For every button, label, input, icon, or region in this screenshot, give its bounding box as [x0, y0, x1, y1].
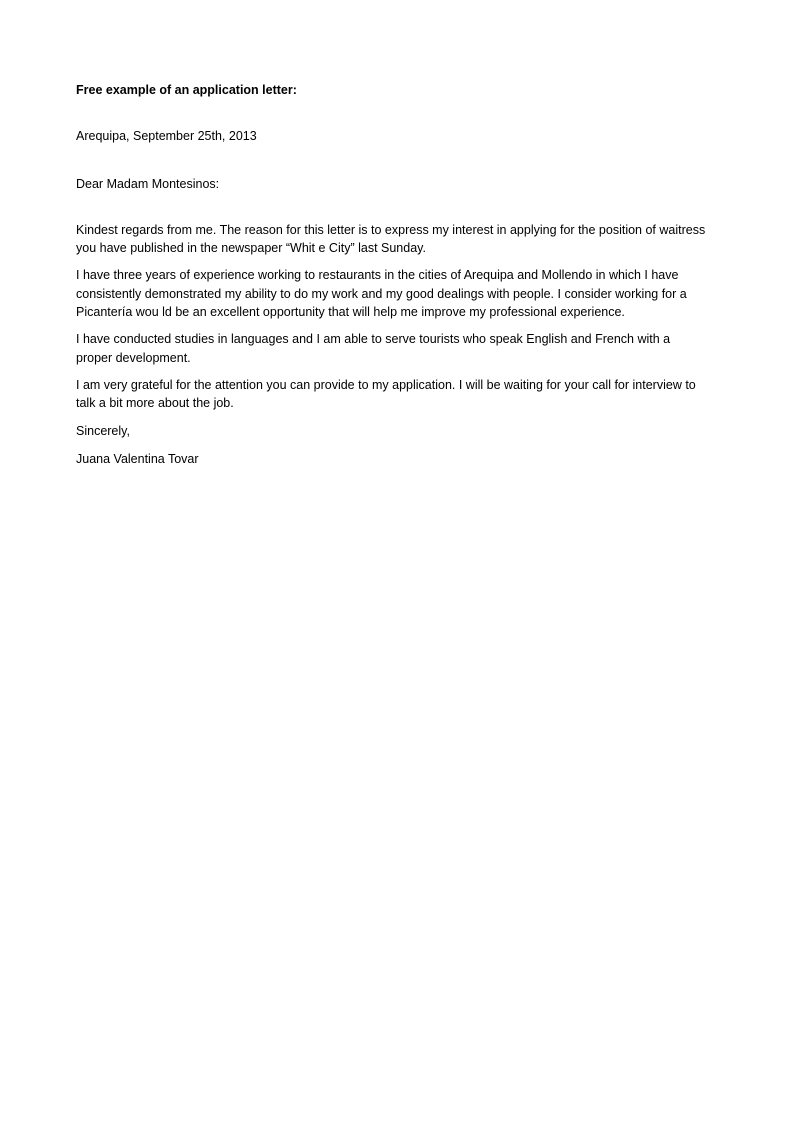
- letter-greeting: Dear Madam Montesinos:: [76, 176, 220, 191]
- paragraph-languages: I have conducted studies in languages and I am able to serve tourists who speak English and French with a proper development.: [76, 332, 671, 365]
- document-title: Free example of an application letter:: [76, 83, 297, 97]
- letter-signature: Juana Valentina Tovar: [76, 451, 199, 466]
- paragraph-experience: I have three years of experience working to restaurants in the cities of Arequipa and Mollendo in which I have consistently demonstrated my ability to do my work and my good dealings with people. I consider working for a Picantería wou ld be an excellent opportunity that will help me improve my professional experience.: [76, 268, 687, 320]
- letter-closing: Sincerely,: [76, 423, 130, 438]
- letter-date: Arequipa, September 25th, 2013: [76, 129, 257, 144]
- paragraph-introduction: Kindest regards from me. The reason for this letter is to express my interest in applying for the position of waitress you have published in the newspaper “Whit e City” last Sunday.: [76, 222, 706, 256]
- paragraph-gratitude: I am very grateful for the attention you can provide to my application. I will be waiting for your call for interview to talk a bit more about the job.: [76, 377, 696, 411]
- letter-body: [76, 81, 706, 468]
